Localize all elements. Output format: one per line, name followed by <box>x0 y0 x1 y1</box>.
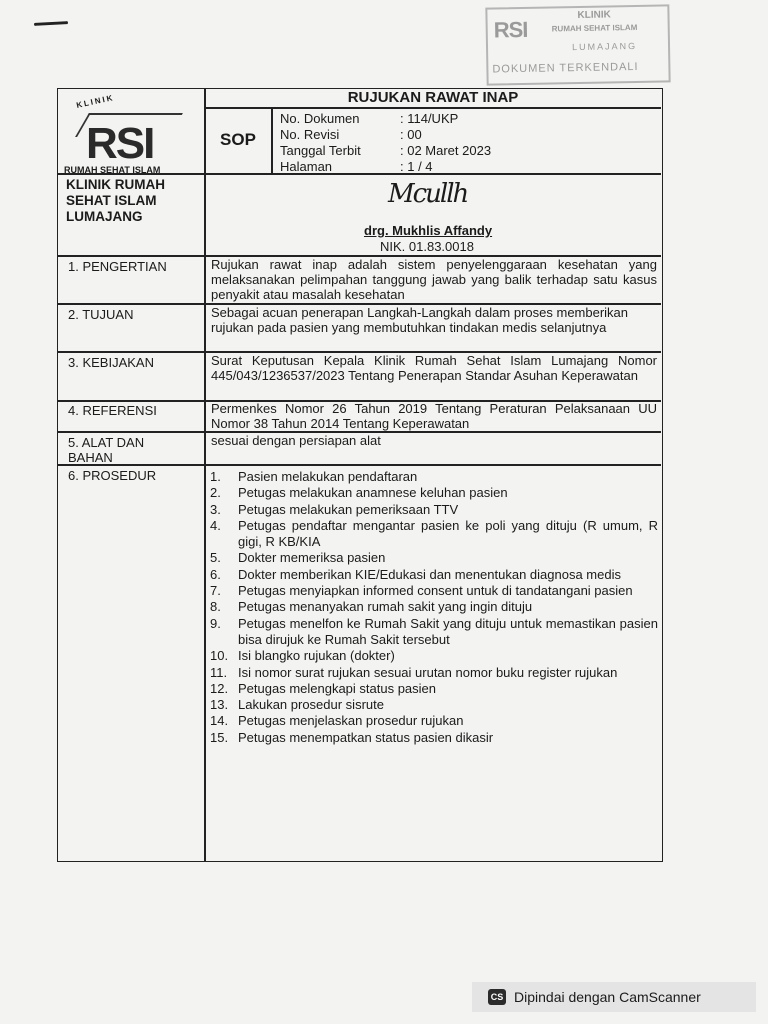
meta-value-page: : 1 / 4 <box>400 159 433 174</box>
meta-value-issue-date: : 02 Maret 2023 <box>400 143 492 158</box>
signer-nik: NIK. 01.83.0018 <box>380 239 474 254</box>
logo-subtitle: RUMAH SEHAT ISLAM <box>64 165 161 175</box>
stamp-line-2: RUMAH SEHAT ISLAM <box>551 22 638 34</box>
procedure-step: 15. Petugas menempatkan status pasien dikasir <box>210 729 494 745</box>
section-text-tujuan: Sebagai acuan penerapan Langkah-Langkah dalam proses memberikan rujukan pada pasien yang membutuhkan tindakan medis selanjutnya <box>211 305 629 335</box>
procedure-step: 1. Pasien melakukan pendaftaran <box>210 469 418 484</box>
rsi-logo <box>64 95 198 175</box>
stamp-line-3: LUMAJANG <box>571 40 638 53</box>
section-label-kebijakan: 3. KEBIJAKAN <box>68 355 154 370</box>
procedure-step: 13. Lakukan prosedur sisrute <box>210 697 384 713</box>
section-label-pengertian: 1. PENGERTIAN <box>68 259 167 274</box>
procedure-list <box>210 469 658 746</box>
procedure-step: 3. Petugas melakukan pemeriksaan TTV <box>210 501 459 517</box>
meta-divider <box>205 173 661 175</box>
procedure-step: 4. Petugas pendaftar mengantar pasien ke poli yang dituju (R umum, R gigi, R KB/KIA <box>210 517 658 550</box>
meta-value-revision: : 00 <box>400 127 422 142</box>
procedure-step: 6. Dokter memberikan KIE/Edukasi dan menentukan diagnosa medis <box>210 566 621 582</box>
section-label-tujuan: 2. TUJUAN <box>68 307 134 322</box>
procedure-step: 2. Petugas melakukan anamnese keluhan pasien <box>210 485 508 501</box>
section-text-pengertian: Rujukan rawat inap adalah sistem penyelenggaraan kesehatan yang melaksanakan pelimpahan tanggung jawab yang balik terhadap satu kasus penyakit atau masalah kesehatan <box>211 257 657 302</box>
section-label-referensi: 4. REFERENSI <box>68 403 157 418</box>
camscanner-icon: CS <box>488 989 506 1005</box>
procedure-step: 7. Petugas menyiapkan informed consent untuk di tandatangani pasien <box>210 583 633 599</box>
document-title: RUJUKAN RAWAT INAP <box>347 89 519 106</box>
stamp-logo: RSI <box>493 16 528 43</box>
column-divider <box>204 89 206 861</box>
signer-name: drg. Mukhlis Affandy <box>364 223 493 238</box>
procedure-step: 9. Petugas menelfon ke Rumah Sakit yang dituju untuk memastikan pasien bisa dirujuk ke Rumah Sakit tersebut <box>210 615 658 647</box>
meta-label-revision: No. Revisi <box>280 127 340 142</box>
camscanner-watermark <box>472 982 756 1012</box>
stamp-line-1: KLINIK <box>577 9 611 22</box>
sop-label: SOP <box>220 130 256 149</box>
camscanner-label: Dipindai dengan CamScanner <box>514 989 701 1005</box>
procedure-step: 5. Dokter memeriksa pasien <box>210 550 386 566</box>
section-label-alat-bahan: 5. ALAT DAN BAHAN <box>68 435 145 465</box>
section-text-alat-bahan: sesuai dengan persiapan alat <box>211 433 381 448</box>
section-text-kebijakan: Surat Keputusan Kepala Klinik Rumah Sehat Islam Lumajang Nomor 445/043/1236537/2023 Tentang Penerapan Standar Asuhan Keperawatan <box>211 353 657 383</box>
procedure-step: 12. Petugas melengkapi status pasien <box>210 680 437 696</box>
meta-label-issue-date: Tanggal Terbit <box>280 143 361 158</box>
controlled-document-stamp <box>485 4 670 85</box>
meta-label-doc-number: No. Dokumen <box>280 111 360 126</box>
logo-arc-text: KLINIK <box>75 93 116 110</box>
section-text-referensi: Permenkes Nomor 26 Tahun 2019 Tentang Peraturan Pelaksanaan UU Nomor 38 Tahun 2014 Tentang Keperawatan <box>211 401 657 431</box>
section-label-prosedur: 6. PROSEDUR <box>68 468 157 483</box>
sop-divider <box>271 107 273 173</box>
meta-value-doc-number: : 114/UKP <box>400 111 459 126</box>
procedure-step: 8. Petugas menanyakan rumah sakit yang ingin dituju <box>210 599 533 615</box>
procedure-step: 10. Isi blangko rujukan (dokter) <box>210 648 395 664</box>
pen-mark <box>34 21 68 26</box>
meta-label-page: Halaman <box>280 159 333 174</box>
stamp-line-4: DOKUMEN TERKENDALI <box>492 60 639 76</box>
signature: Mcullh <box>388 179 468 209</box>
procedure-step: 14. Petugas menjelaskan prosedur rujukan <box>210 713 464 729</box>
org-name: KLINIK RUMAH SEHAT ISLAM LUMAJANG <box>66 177 165 224</box>
logo-rsi-text: RSI <box>86 119 154 168</box>
sop-document-table <box>57 88 663 862</box>
procedure-step: 11. Isi nomor surat rujukan sesuai urutan nomor buku register rujukan <box>210 664 618 680</box>
title-divider <box>205 107 661 109</box>
